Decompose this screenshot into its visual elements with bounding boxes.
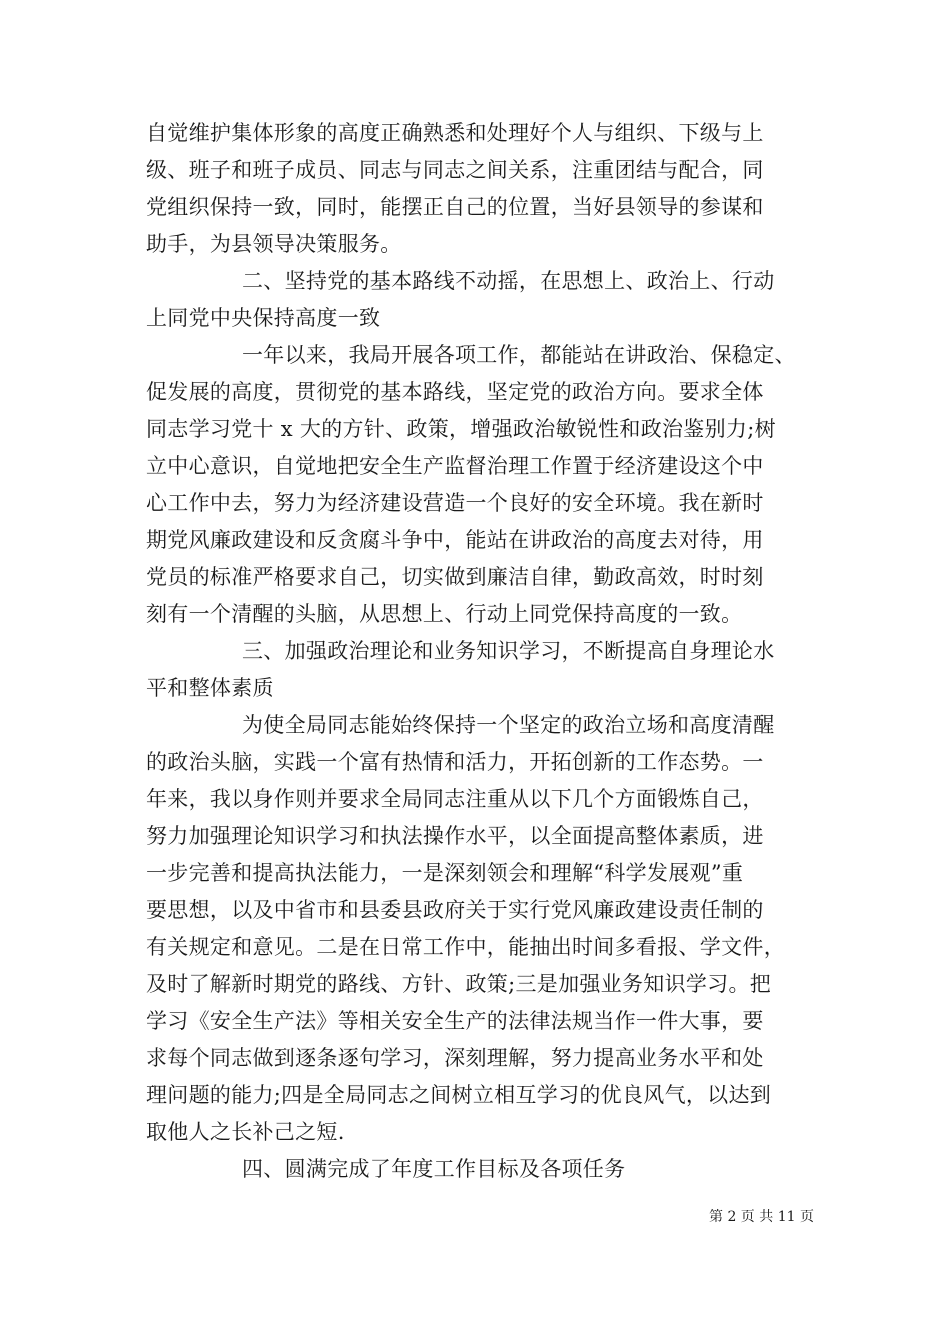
text-line: 同志学习党十 x 大的方针、政策，增强政治敏锐性和政治鉴别力;树 (146, 417, 776, 441)
text-line: 期党风廉政建设和反贪腐斗争中，能站在讲政治的高度去对待，用 (146, 528, 764, 552)
text-line: 努力加强理论知识学习和执法操作水平，以全面提高整体素质，进 (146, 824, 764, 848)
section-heading: 四、圆满完成了年度工作目标及各项任务 (242, 1157, 626, 1181)
text-line: 党组织保持一致，同时，能摆正自己的位置，当好县领导的参谋和 (146, 195, 764, 219)
text-line: 要思想，以及中省市和县委县政府关于实行党风廉政建设责任制的 (146, 898, 764, 922)
page-number: 第 2 页 共 11 页 (709, 1209, 814, 1225)
text-line: 一步完善和提高执法能力，一是深刻领会和理解“科学发展观”重 (146, 861, 744, 885)
text-line: 刻有一个清醒的头脑，从思想上、行动上同党保持高度的一致。 (146, 602, 743, 626)
section-heading: 三、加强政治理论和业务知识学习，不断提高自身理论水 (242, 639, 775, 663)
text-line: 年来，我以身作则并要求全局同志注重从以下几个方面锻炼自己， (146, 787, 764, 811)
text-line: 求每个同志做到逐条逐句学习，深刻理解，努力提高业务水平和处 (146, 1046, 764, 1070)
text-line: 一年以来，我局开展各项工作，都能站在讲政治、保稳定、 (242, 343, 796, 367)
text-line: 有关规定和意见。二是在日常工作中，能抽出时间多看报、学文件， (146, 935, 785, 959)
text-line: 理问题的能力;四是全局同志之间树立相互学习的优良风气，以达到 (146, 1083, 772, 1107)
text-line: 为使全局同志能始终保持一个坚定的政治立场和高度清醒 (242, 713, 775, 737)
section-heading: 二、坚持党的基本路线不动摇，在思想上、政治上、行动 (242, 269, 775, 293)
text-line: 及时了解新时期党的路线、方针、政策;三是加强业务知识学习。把 (146, 972, 772, 996)
text-line: 促发展的高度，贯彻党的基本路线，坚定党的政治方向。要求全体 (146, 380, 764, 404)
text-line: 党员的标准严格要求自己，切实做到廉洁自律，勤政高效，时时刻 (146, 565, 764, 589)
text-line: 自觉维护集体形象的高度正确熟悉和处理好个人与组织、下级与上 (146, 121, 764, 145)
text-line: 立中心意识，自觉地把安全生产监督治理工作置于经济建设这个中 (146, 454, 764, 478)
text-line: 心工作中去，努力为经济建设营造一个良好的安全环境。我在新时 (146, 491, 764, 515)
text-line: 取他人之长补己之短. (146, 1120, 345, 1144)
text-line: 学习《安全生产法》等相关安全生产的法律法规当作一件大事，要 (146, 1009, 764, 1033)
section-heading: 上同党中央保持高度一致 (146, 306, 381, 330)
text-line: 的政治头脑，实践一个富有热情和活力，开拓创新的工作态势。一 (146, 750, 764, 774)
text-line: 助手，为县领导决策服务。 (146, 232, 402, 256)
section-heading: 平和整体素质 (146, 676, 274, 700)
text-line: 级、班子和班子成员、同志与同志之间关系，注重团结与配合，同 (146, 158, 764, 182)
